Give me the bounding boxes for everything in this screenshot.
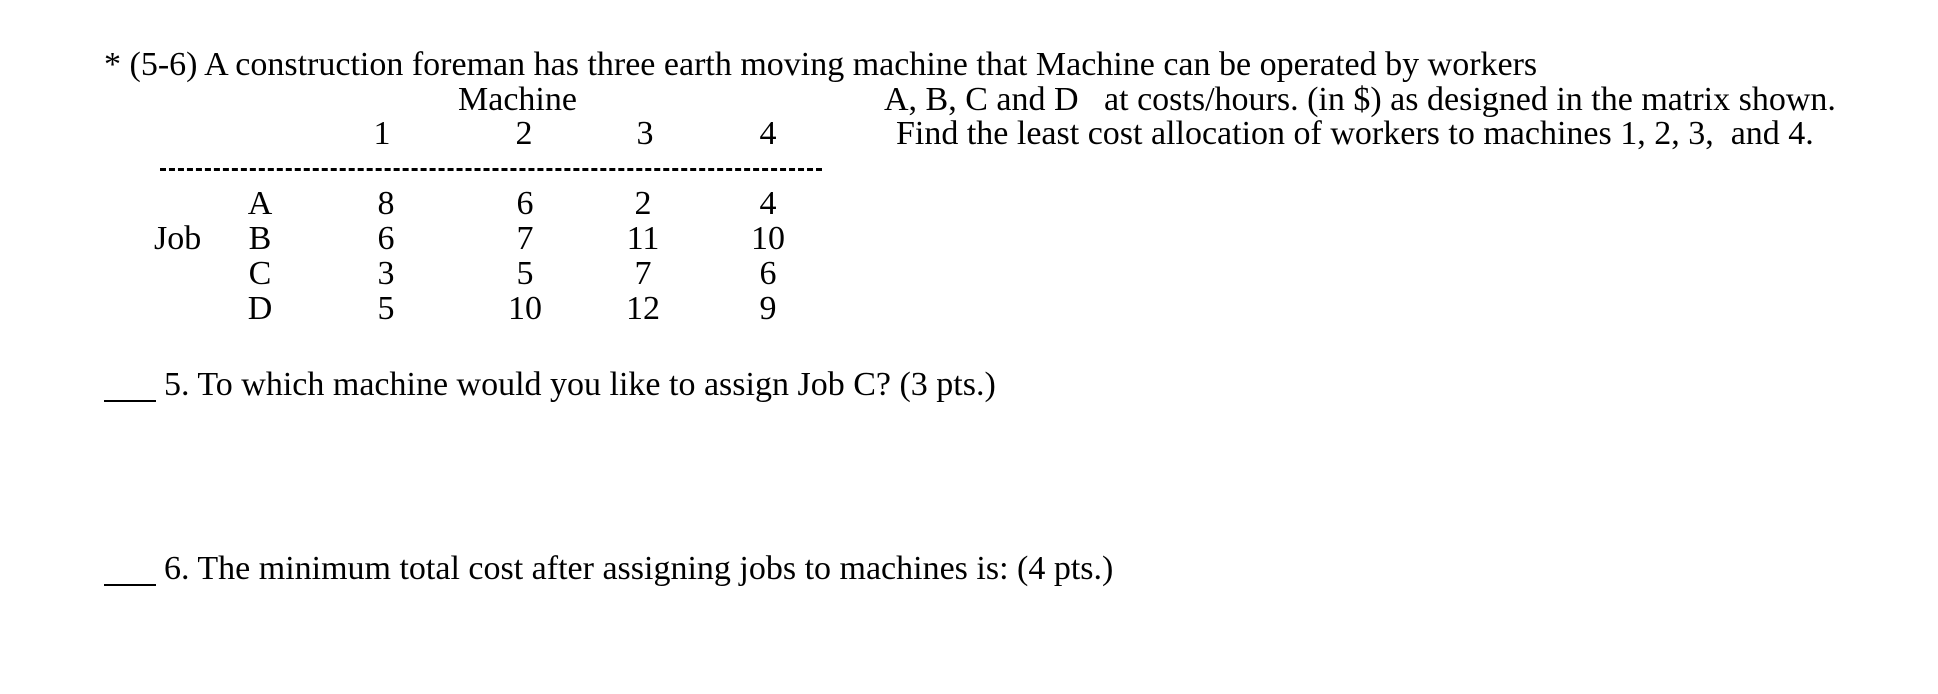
matrix-dashed-divider bbox=[160, 168, 822, 171]
matrix-column-header: 1 bbox=[373, 115, 391, 152]
problem-intro-line-2: A, B, C and D at costs/hours. (in $) as designed in the matrix shown. bbox=[884, 81, 1836, 118]
matrix-cell: 7 bbox=[516, 220, 534, 257]
matrix-cell: 10 bbox=[751, 220, 785, 257]
matrix-cell: 5 bbox=[516, 255, 534, 292]
matrix-column-header: 3 bbox=[636, 115, 654, 152]
matrix-cell: 2 bbox=[634, 185, 652, 222]
matrix-cell: 7 bbox=[634, 255, 652, 292]
matrix-row-label: D bbox=[247, 290, 273, 327]
matrix-cell: 11 bbox=[626, 220, 660, 257]
problem-intro-line-1: * (5-6) A construction foreman has three earth moving machine that Machine can be operated by workers bbox=[104, 46, 1538, 83]
matrix-row-label: A bbox=[247, 185, 273, 222]
matrix-column-group-label: Machine bbox=[458, 81, 577, 118]
matrix-cell: 6 bbox=[377, 220, 395, 257]
matrix-cell: 4 bbox=[759, 185, 777, 222]
matrix-cell: 10 bbox=[508, 290, 542, 327]
matrix-cell: 6 bbox=[759, 255, 777, 292]
matrix-cell: 8 bbox=[377, 185, 395, 222]
question-5-text: 5. To which machine would you like to assign Job C? (3 pts.) bbox=[164, 366, 996, 403]
question-6-text: 6. The minimum total cost after assigning jobs to machines is: (4 pts.) bbox=[164, 550, 1114, 587]
matrix-column-header: 4 bbox=[759, 115, 777, 152]
matrix-cell: 9 bbox=[759, 290, 777, 327]
answer-blank-q6[interactable] bbox=[104, 584, 156, 586]
matrix-cell: 12 bbox=[626, 290, 660, 327]
matrix-row-group-label: Job bbox=[154, 220, 202, 257]
matrix-row-label: C bbox=[248, 255, 272, 292]
problem-intro-line-3: Find the least cost allocation of workers to machines 1, 2, 3, and 4. bbox=[896, 115, 1814, 152]
matrix-cell: 3 bbox=[377, 255, 395, 292]
matrix-row-label: B bbox=[248, 220, 272, 257]
matrix-cell: 5 bbox=[377, 290, 395, 327]
answer-blank-q5[interactable] bbox=[104, 400, 156, 402]
matrix-cell: 6 bbox=[516, 185, 534, 222]
matrix-column-header: 2 bbox=[515, 115, 533, 152]
